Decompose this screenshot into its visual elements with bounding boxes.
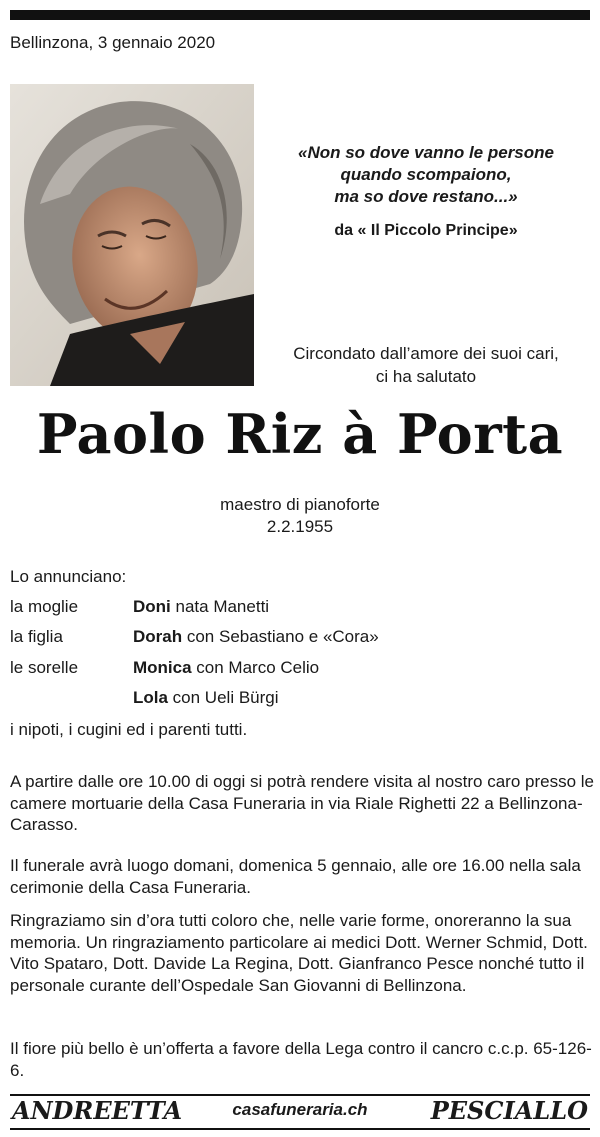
deceased-name: Paolo Riz à Porta [36, 402, 564, 466]
announcement-closing: i nipoti, i cugini ed i parenti tutti. [10, 720, 248, 739]
relative-name: Dorah [133, 627, 183, 646]
quote-line: quando scompaiono, [340, 165, 512, 184]
relative-rest: con Marco Celio [191, 658, 320, 677]
deceased-role: maestro di pianoforte [220, 495, 380, 514]
relative-value [133, 658, 319, 678]
portrait-photo [10, 84, 254, 386]
relative-rest: con Ueli Bürgi [167, 688, 279, 707]
quote-line: «Non so dove vanno le persone [297, 143, 554, 162]
relative-value [133, 627, 379, 647]
relative-rest: nata Manetti [170, 597, 270, 616]
surround-line: ci ha salutato [375, 367, 477, 386]
footer-rule-bottom [10, 1128, 590, 1130]
announcement-intro: Lo annunciano: [10, 567, 127, 586]
footer-funeral-home-left: ANDREETTA [12, 1096, 183, 1125]
quote-line: ma so dove restano...» [334, 187, 518, 206]
paragraph-funeral: Il funerale avrà luogo domani, domenica 5 gennaio, alle ore 16.00 nella sala cerimonie della Casa Funeraria. [10, 856, 581, 897]
deceased-birth-date: 2.2.1955 [266, 517, 334, 536]
footer-website[interactable]: casafuneraria.ch [232, 1100, 368, 1119]
relative-relation: la moglie [10, 597, 79, 616]
relative-relation: le sorelle [10, 658, 79, 677]
deceased-details [0, 494, 600, 538]
relative-value [133, 688, 279, 708]
relative-name: Monica [133, 658, 192, 677]
paragraph-donation: Il fiore più bello è un’offerta a favore della Lega contro il cancro c.c.p. 65-126-6. [10, 1039, 592, 1080]
relative-rest: con Sebastiano e «Cora» [182, 627, 379, 646]
paragraph-thanks: Ringraziamo sin d’ora tutti coloro che, nelle varie forme, onoreranno la sua memoria. Un ringraziamento particolare ai medici Dott. Werner Schmid, Dott. Vito Spataro, Dott. Davide La Regina, Dott. Gianfranco Pesce nonché tutto il personale curante dell’Ospedale San Giovanni di Bellinzona. [10, 911, 588, 995]
paragraph-visit: A partire dalle ore 10.00 di oggi si potrà rendere visita al nostro caro presso le camere mortuarie della Casa Funeraria in via Riale Righetti 22 a Bellinzona-Carasso. [10, 772, 594, 834]
relative-relation: la figlia [10, 627, 63, 646]
relative-name: Doni [133, 597, 171, 616]
quote-block [262, 142, 590, 208]
portrait-illustration [10, 84, 254, 386]
top-rule [10, 10, 590, 20]
surround-text [262, 342, 590, 388]
quote-source: da « Il Piccolo Principe» [334, 222, 518, 239]
footer-funeral-home-right: PESCIALLO [430, 1096, 588, 1125]
dateline: Bellinzona, 3 gennaio 2020 [10, 33, 216, 52]
relative-name: Lola [133, 688, 168, 707]
surround-line: Circondato dall’amore dei suoi cari, [293, 344, 559, 363]
relative-value [133, 597, 269, 617]
